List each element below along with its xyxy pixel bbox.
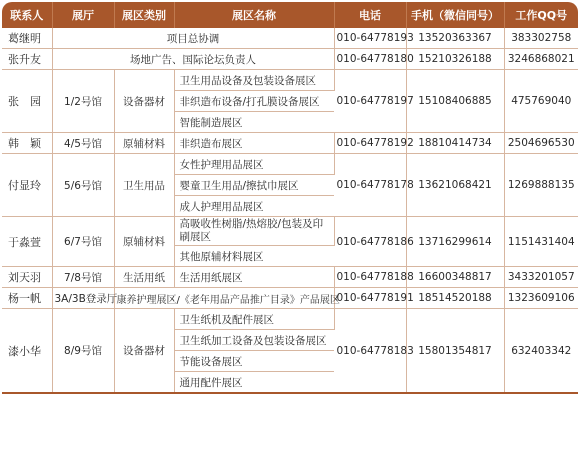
area-name: 其他原辅材料展区 <box>174 246 334 267</box>
area-name: 卫生纸加工设备及包装设备展区 <box>174 330 334 351</box>
table-row <box>2 217 578 246</box>
phone: 010-64778188 <box>334 267 406 288</box>
header-qq: 工作QQ号 <box>504 2 578 28</box>
contact-name: 葛继明 <box>2 28 52 49</box>
area-name: 卫生纸机及配件展区 <box>174 309 334 330</box>
table-row <box>2 28 578 49</box>
phone: 010-64778197 <box>334 70 406 133</box>
hall: 3A/3B登录厅 <box>52 288 114 309</box>
hall: 8/9号馆 <box>52 309 114 394</box>
qq: 3246868021 <box>504 49 578 70</box>
hall: 5/6号馆 <box>52 154 114 217</box>
qq: 1323609106 <box>504 288 578 309</box>
area-name: 高吸收性树脂/热熔胶/包装及印刷展区 <box>174 217 334 246</box>
area-name: 生活用纸展区 <box>174 267 334 288</box>
phone: 010-64778191 <box>334 288 406 309</box>
hall: 1/2号馆 <box>52 70 114 133</box>
responsibility: 场地广告、国际论坛负责人 <box>52 49 334 70</box>
header-phone: 电话 <box>334 2 406 28</box>
area-name: 康养护理展区/《老年用品产品推广目录》产品展区 <box>114 288 334 309</box>
phone: 010-64778178 <box>334 154 406 217</box>
contact-name: 刘天羽 <box>2 267 52 288</box>
table-row <box>2 154 578 175</box>
contact-name: 张 园 <box>2 70 52 133</box>
area-name: 智能制造展区 <box>174 112 334 133</box>
table-row <box>2 267 578 288</box>
contact-name: 杨一帆 <box>2 288 52 309</box>
table-row <box>2 49 578 70</box>
phone: 010-64778183 <box>334 309 406 394</box>
phone: 010-64778192 <box>334 133 406 154</box>
mobile: 15801354817 <box>406 309 504 394</box>
contact-name: 漆小华 <box>2 309 52 394</box>
table-row <box>2 309 578 330</box>
mobile: 15108406885 <box>406 70 504 133</box>
contact-name: 张升友 <box>2 49 52 70</box>
area-name: 女性护理用品展区 <box>174 154 334 175</box>
contact-name: 于淼萱 <box>2 217 52 267</box>
area-name: 节能设备展区 <box>174 351 334 372</box>
area-name: 卫生用品设备及包装设备展区 <box>174 70 334 91</box>
header-contact: 联系人 <box>2 2 52 28</box>
qq: 2504696530 <box>504 133 578 154</box>
category: 原辅材料 <box>114 217 174 267</box>
qq: 383302758 <box>504 28 578 49</box>
hall: 6/7号馆 <box>52 217 114 267</box>
mobile: 18810414734 <box>406 133 504 154</box>
header-mobile: 手机（微信同号） <box>406 2 504 28</box>
qq: 1269888135 <box>504 154 578 217</box>
category: 设备器材 <box>114 309 174 394</box>
table-row <box>2 133 578 154</box>
table-row <box>2 288 578 309</box>
phone: 010-64778186 <box>334 217 406 267</box>
area-name: 通用配件展区 <box>174 372 334 394</box>
header-row <box>2 2 578 28</box>
contact-table <box>2 2 578 394</box>
phone: 010-64778180 <box>334 49 406 70</box>
header-hall: 展厅 <box>52 2 114 28</box>
hall: 4/5号馆 <box>52 133 114 154</box>
mobile: 15210326188 <box>406 49 504 70</box>
mobile: 18514520188 <box>406 288 504 309</box>
mobile: 16600348817 <box>406 267 504 288</box>
category: 原辅材料 <box>114 133 174 154</box>
area-name: 非织造布设备/打孔膜设备展区 <box>174 91 334 112</box>
phone: 010-64778193 <box>334 28 406 49</box>
mobile: 13621068421 <box>406 154 504 217</box>
contact-name: 付显玲 <box>2 154 52 217</box>
area-name: 非织造布展区 <box>174 133 334 154</box>
category: 设备器材 <box>114 70 174 133</box>
hall: 7/8号馆 <box>52 267 114 288</box>
qq: 1151431404 <box>504 217 578 267</box>
mobile: 13520363367 <box>406 28 504 49</box>
header-category: 展区类别 <box>114 2 174 28</box>
category: 卫生用品 <box>114 154 174 217</box>
area-name: 成人护理用品展区 <box>174 196 334 217</box>
category: 生活用纸 <box>114 267 174 288</box>
qq: 632403342 <box>504 309 578 394</box>
qq: 475769040 <box>504 70 578 133</box>
area-name: 婴童卫生用品/擦拭巾展区 <box>174 175 334 196</box>
qq: 3433201057 <box>504 267 578 288</box>
header-area: 展区名称 <box>174 2 334 28</box>
responsibility: 项目总协调 <box>52 28 334 49</box>
mobile: 13716299614 <box>406 217 504 267</box>
contact-name: 韩 颖 <box>2 133 52 154</box>
contact-table-container <box>2 2 578 394</box>
table-row <box>2 70 578 91</box>
